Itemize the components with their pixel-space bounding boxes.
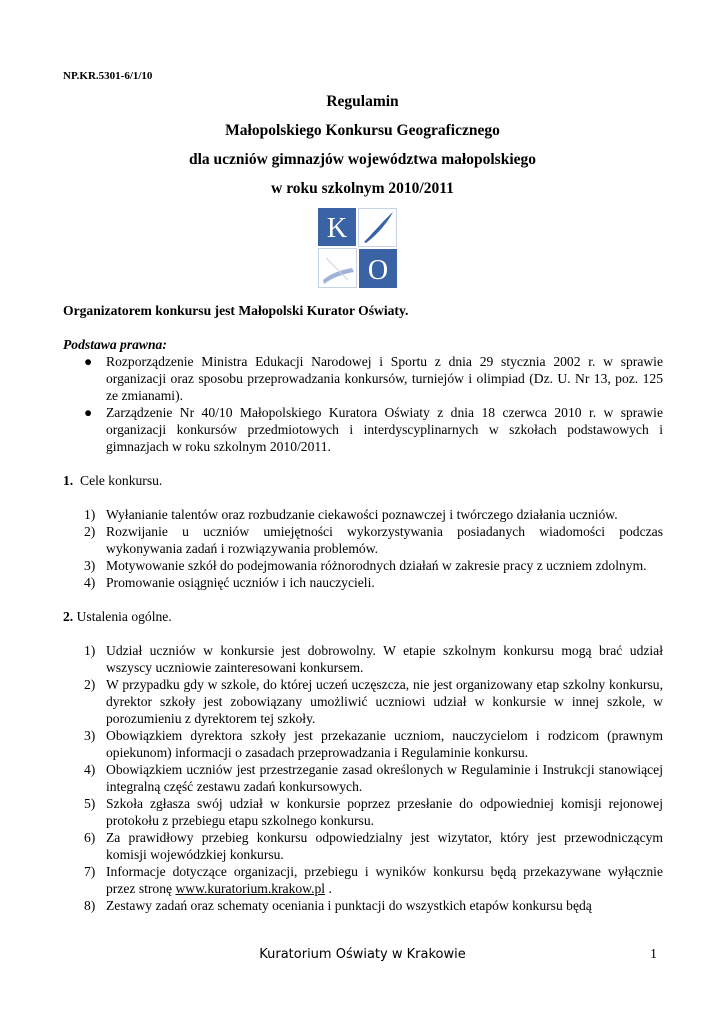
- item-number: 1): [84, 643, 96, 658]
- logo-letter-o: O: [367, 255, 389, 286]
- list-item-text: Udział uczniów w konkursie jest dobrowolny. W etapie szkolnym konkursu mogą brać udział wszyscy uczniowie zainteresowani konkursem.: [106, 643, 663, 675]
- list-item-text: Rozwijanie u uczniów umiejętności wykorzystywania posiadanych wiadomości podczas wykonywania zadań i rozwiązywania problemów.: [106, 524, 663, 556]
- bullet-icon: ●: [84, 405, 93, 420]
- list-item-text: Motywowanie szkół do podejmowania różnorodnych działań w zakresie pracy z uczniem zdolnym.: [106, 558, 647, 573]
- list-item: [63, 863, 663, 897]
- list-item-text: .: [325, 881, 332, 896]
- section-number: 2.: [63, 609, 74, 624]
- item-number: 1): [84, 507, 96, 522]
- goals-list: [63, 506, 663, 591]
- list-item-text: Szkoła zgłasza swój udział w konkursie poprzez przesłanie do odpowiedniej komisji rejonowej protokołu z przebiegu etapu szkolnego konkursu.: [106, 796, 663, 828]
- footer-institution: Kuratorium Oświaty w Krakowie: [259, 947, 466, 962]
- list-item-text: Promowanie osiągnięć uczniów i ich nauczycieli.: [106, 575, 375, 590]
- item-number: 8): [84, 898, 96, 913]
- document-title: [0, 91, 725, 207]
- kuratorium-website-link[interactable]: www.kuratorium.krakow.pl: [175, 881, 326, 896]
- list-item-text: Rozporządzenie Ministra Edukacji Narodowej i Sportu z dnia 29 stycznia 2002 r. w sprawie organizacji oraz sposobu przeprowadzania konkursów, turniejów i olimpiad (Dz. U. Nr 13, poz. 125 ze zmianami).: [106, 354, 663, 403]
- list-item: [63, 353, 663, 404]
- general-rules-list: [63, 642, 663, 914]
- section-number: 1.: [63, 473, 74, 488]
- title-line: dla uczniów gimnazjów województwa małopolskiego: [188, 151, 537, 168]
- legal-basis-list: [63, 353, 663, 455]
- item-number: 3): [84, 728, 96, 743]
- item-number: 2): [84, 677, 96, 692]
- organizer-statement: Organizatorem konkursu jest Małopolski Kurator Oświaty.: [63, 303, 409, 318]
- list-item-text: Zarządzenie Nr 40/10 Małopolskiego Kuratora Oświaty z dnia 18 czerwca 2010 r. w sprawie organizacji konkursów przedmiotowych i interdyscyplinarnych w szkołach podstawowych i gimnazjach w roku szkolnym 2010/2011.: [106, 405, 663, 454]
- list-item: [63, 523, 663, 557]
- document-body: [63, 302, 663, 914]
- list-item: [63, 727, 663, 761]
- list-item-text: Wyłanianie talentów oraz rozbudzanie ciekawości poznawczej i twórczego działania uczniów.: [106, 507, 618, 522]
- section-heading-1: [63, 472, 663, 489]
- list-item-text: Informacje dotyczące organizacji, przebiegu i wyników konkursu będą przekazywane wyłącznie przez stronę: [106, 864, 663, 896]
- list-item-text: Obowiązkiem dyrektora szkoły jest przekazanie uczniom, nauczycielom i rodzicom (prawnym opiekunom) informacji o zasadach przeprowadzania i Regulaminie konkursu.: [106, 728, 663, 760]
- title-line: w roku szkolnym 2010/2011: [271, 180, 454, 197]
- section-title: Cele konkursu.: [80, 473, 163, 488]
- list-item: [63, 574, 663, 591]
- item-number: 4): [84, 575, 96, 590]
- page-number: 1: [650, 947, 657, 962]
- list-item-text: Za prawidłowy przebieg konkursu odpowiedzialny jest wizytator, który jest przewodniczącym komisji wojewódzkiej konkursu.: [106, 830, 663, 862]
- section-heading-2: [63, 608, 663, 625]
- title-line: Małopolskiego Konkursu Geograficznego: [225, 122, 500, 139]
- section-title: Ustalenia ogólne.: [76, 609, 172, 624]
- bullet-icon: ●: [84, 354, 93, 369]
- document-reference: NP.KR.5301-6/1/10: [63, 70, 153, 82]
- item-number: 6): [84, 830, 96, 845]
- list-item: [63, 795, 663, 829]
- legal-basis-label: Podstawa prawna:: [63, 337, 167, 352]
- list-item: [63, 404, 663, 455]
- item-number: 5): [84, 796, 96, 811]
- list-item: [63, 897, 663, 914]
- list-item: [63, 676, 663, 727]
- list-item-text: W przypadku gdy w szkole, do której uczeń uczęszcza, nie jest organizowany etap szkolny konkursu, dyrektor szkoły jest zobowiązany umożliwić uczniowi udział w konkursie w innej szkole, w porozumieniu z dyrektorem tej szkoły.: [106, 677, 663, 726]
- kuratorium-logo: [318, 208, 397, 288]
- list-item: [63, 829, 663, 863]
- list-item-text: Zestawy zadań oraz schematy oceniania i punktacji do wszystkich etapów konkursu będą: [106, 898, 592, 913]
- item-number: 3): [84, 558, 96, 573]
- item-number: 7): [84, 864, 96, 879]
- title-line: Regulamin: [326, 93, 399, 110]
- list-item: [63, 761, 663, 795]
- item-number: 4): [84, 762, 96, 777]
- list-item: [63, 506, 663, 523]
- logo-letter-k: K: [326, 213, 348, 244]
- item-number: 2): [84, 524, 96, 539]
- list-item-text: Obowiązkiem uczniów jest przestrzeganie zasad określonych w Regulaminie i Instrukcji stanowiącej integralną część zestawu zadań konkursowych.: [106, 762, 663, 794]
- list-item: [63, 642, 663, 676]
- list-item: [63, 557, 663, 574]
